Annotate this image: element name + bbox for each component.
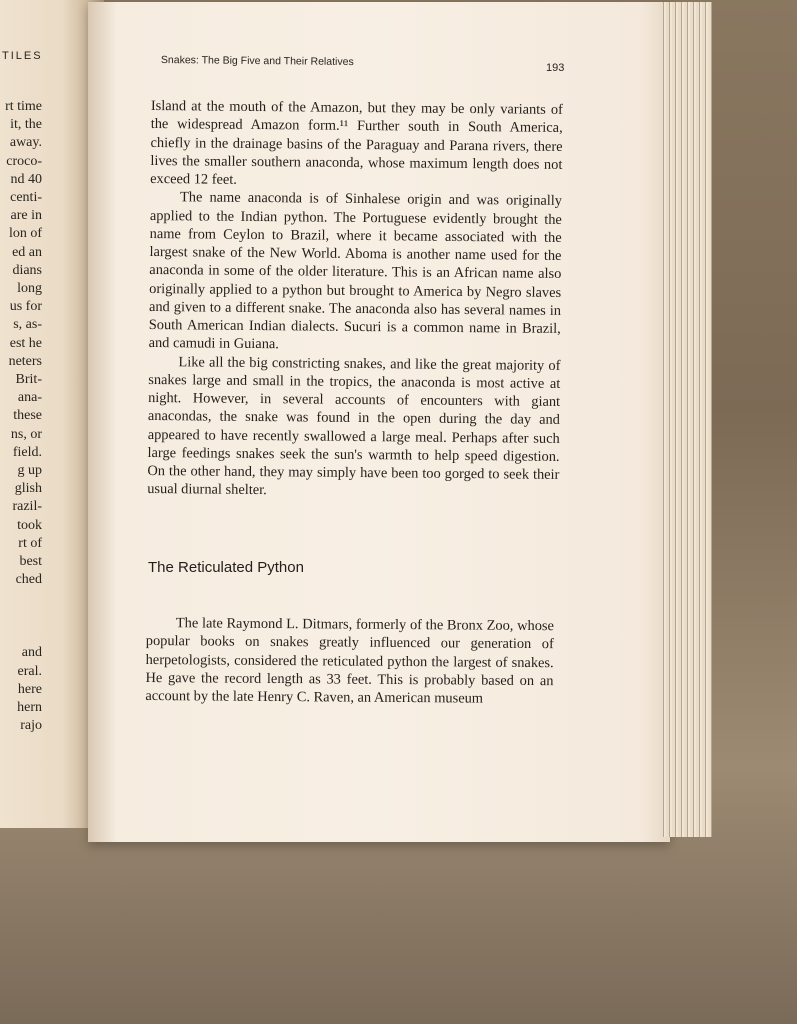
left-line-fragment: it, the bbox=[10, 117, 42, 133]
left-line-fragment: rajo bbox=[20, 718, 42, 734]
left-text-column bbox=[0, 98, 42, 736]
left-line-fragment: hern bbox=[17, 700, 42, 716]
left-line-fragment: est he bbox=[9, 335, 42, 351]
page-number: 193 bbox=[546, 62, 565, 74]
left-line-fragment: dians bbox=[12, 262, 42, 278]
left-running-head: TILES bbox=[2, 50, 43, 62]
left-line-fragment: croco- bbox=[6, 153, 42, 169]
left-line-fragment: away. bbox=[9, 135, 42, 151]
left-line-fragment: centi- bbox=[10, 190, 42, 206]
left-line-fragment: razil- bbox=[12, 499, 42, 515]
left-line-fragment: these bbox=[13, 408, 42, 424]
left-line-fragment: best bbox=[19, 554, 42, 570]
left-line-fragment: g up bbox=[17, 463, 42, 479]
left-line-fragment: field. bbox=[12, 444, 42, 460]
page-edges bbox=[660, 2, 712, 837]
left-line-fragment: ana- bbox=[17, 390, 42, 406]
body-text bbox=[147, 97, 563, 502]
left-line-fragment: nd 40 bbox=[10, 171, 42, 187]
section-paragraph: The late Raymond L. Ditmars, formerly of the Bronx Zoo, whose popular books on snakes greatly influenced our generation of herpetologists, considered the reticulated python the largest of snakes. He gave the record length as 33 feet. This is probably based on an account by the late Henry C. Raven, an American museum bbox=[145, 615, 554, 707]
left-line-fragment: s, as- bbox=[13, 317, 42, 333]
left-line-fragment: long bbox=[17, 281, 42, 297]
left-line-fragment: ed an bbox=[12, 244, 42, 260]
left-line-fragment: took bbox=[17, 517, 42, 533]
left-line-fragment: neters bbox=[8, 353, 42, 369]
paragraph-3: Like all the big constricting snakes, and like the great majority of snakes large and small in the tropics, the anaconda is most active at night. However, in several accounts of encounters with giant anacondas, the snake was found in the open during the day and appeared to have recently swallowed a large meal. Perhaps after such large feedings snakes seek the sun's warmth to help speed digestion. On the other hand, they may simply have been too gorged to seek their usual diurnal shelter. bbox=[147, 353, 561, 499]
left-line-fragment: lon of bbox=[8, 226, 42, 242]
left-line-fragment: and bbox=[21, 645, 42, 661]
left-line-fragment: rt time bbox=[5, 99, 42, 114]
section-text bbox=[145, 614, 554, 708]
left-line-fragment: Brit- bbox=[15, 372, 42, 388]
left-line-fragment: ns, or bbox=[10, 426, 42, 442]
left-line-fragment: glish bbox=[14, 481, 42, 497]
left-line-fragment: rt of bbox=[18, 535, 42, 551]
left-line-fragment: are in bbox=[10, 208, 42, 224]
section-heading: The Reticulated Python bbox=[148, 559, 304, 576]
left-line-fragment: here bbox=[17, 681, 42, 697]
paragraph-1: Island at the mouth of the Amazon, but they may be only variants of the widespread Amazon form.¹¹ Further south in South America, chiefly in the drainage basins of the Paraguay and Parana rivers, there lives the smaller southern anaconda, whose maximum length does not exceed 12 feet. bbox=[150, 97, 563, 188]
left-line-fragment: eral. bbox=[17, 663, 42, 679]
running-head: Snakes: The Big Five and Their Relatives bbox=[160, 54, 354, 69]
left-line-fragment: us for bbox=[9, 299, 42, 315]
paragraph-2: The name anaconda is of Sinhalese origin and was originally applied to the Indian python. The Portuguese evidently brought the name from Ceylon to Brazil, where it became associated with the largest snake of the New World. Aboma is another name used for the anaconda in some of the older literature. This is an African name also originally applied to a python but brought to America by Negro slaves and given to a different snake. The anaconda also has several names in South American Indian dialects. Sucuri is a common name in Brazil, and camudi in Guiana. bbox=[148, 189, 563, 353]
left-line-fragment: ched bbox=[15, 572, 42, 588]
